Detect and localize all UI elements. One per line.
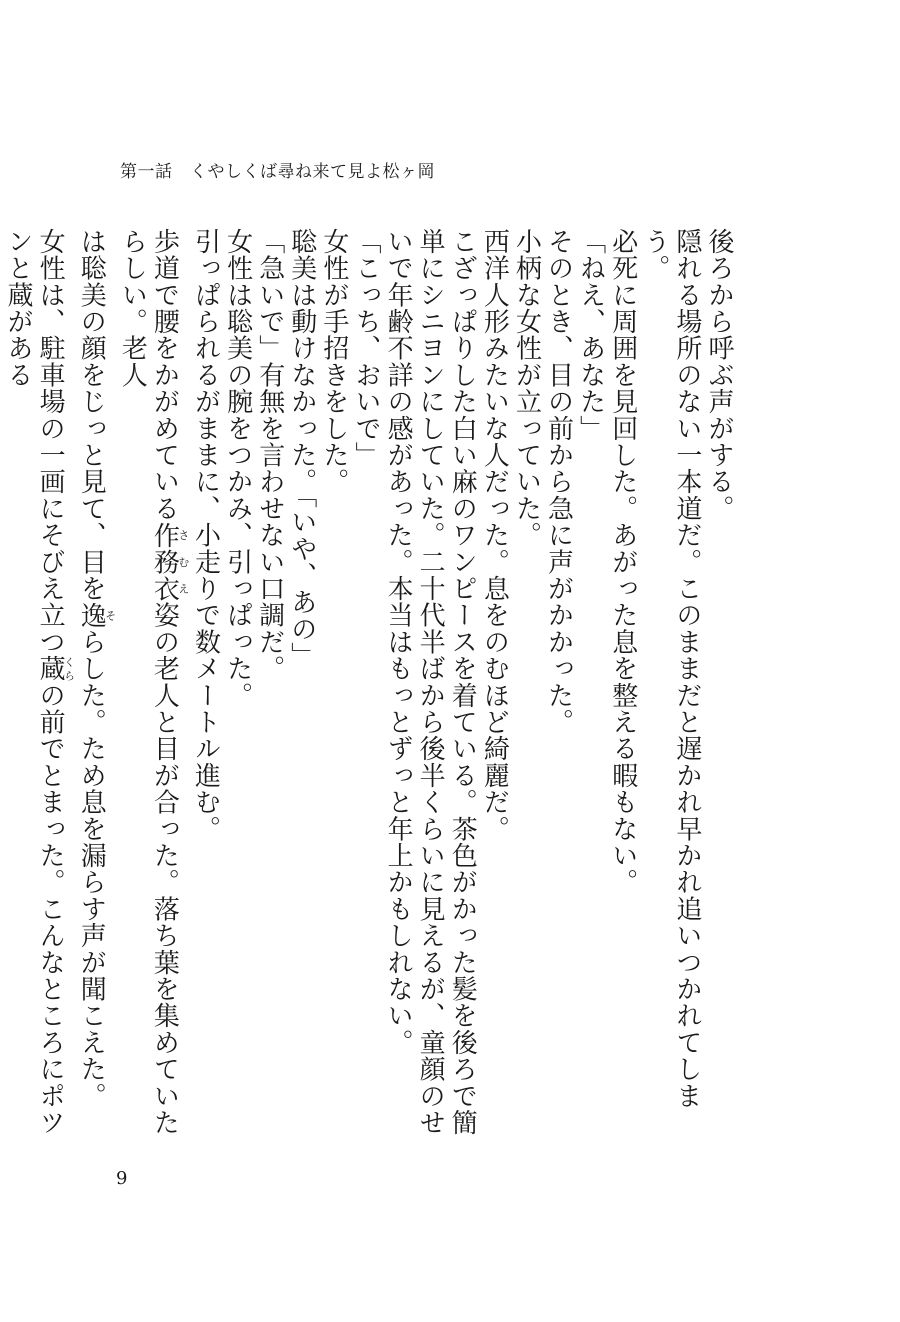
ruby-reading: くら <box>62 655 76 682</box>
ruby-annotation <box>149 521 190 602</box>
paragraph-with-ruby <box>116 228 189 1148</box>
paragraph-text: は聡美の顔をじっと見て、目を <box>76 228 107 602</box>
running-header-chapter-title: 第一話 くやしくば尋ね来て見よ松ヶ岡 <box>120 162 435 182</box>
paragraph: 西洋人形みたいな人だった。息をのむほど綺麗だ。 <box>479 228 510 843</box>
paragraph: 引っぱられるがままに、小走りで数メートル進む。 <box>190 228 221 843</box>
paragraph-with-ruby <box>2 228 75 1148</box>
paragraph: そのとき、目の前から急に声がかかった。 <box>543 228 574 736</box>
paragraph: 必死に周囲を見回した。あがった息を整える暇もない。 <box>607 228 638 896</box>
paragraph: 女性が手招きをした。 <box>318 228 349 495</box>
paragraph: 小柄な女性が立っていた。 <box>511 228 542 549</box>
paragraph-with-ruby <box>75 228 116 1148</box>
vertical-body-text <box>3 228 735 1148</box>
paragraph: 女性は聡美の腕をつかみ、引っぱった。 <box>222 228 253 709</box>
paragraph-text: 歩道で腰をかがめている <box>149 228 180 522</box>
ruby-base: 蔵 <box>35 655 66 682</box>
paragraph-text: 姿の老人と目が合った。落ち葉を集めていたらしい。老人 <box>117 228 180 1136</box>
paragraph: 「急いで」有無を言わせない口調だ。 <box>254 228 285 682</box>
paragraph: こざっぱりした白い麻のワンピースを着ている。茶色がかった髪を後ろで簡単にシニヨンにしていた。二十代半ばから後半くらいに見えるが、童顔のせいで年齢不詳の感があった。本当はもっとずっと年上かもしれない。 <box>383 228 478 1136</box>
ruby-base: 作務衣 <box>149 521 180 602</box>
paragraph-text: 女性は、駐車場の一画にそびえ立つ <box>35 228 66 656</box>
page-number: 9 <box>116 1168 128 1189</box>
ruby-annotation <box>76 601 117 629</box>
paragraph: 「こっち、おいで」 <box>350 228 381 469</box>
paragraph: 後ろから呼ぶ声がする。 <box>704 228 734 522</box>
ruby-annotation <box>35 655 76 682</box>
paragraph-text: の前でとまった。こんなところにポツンと蔵がある <box>3 228 66 1136</box>
ruby-reading: さむえ <box>176 521 190 602</box>
paragraph: 「ねえ、あなた」 <box>575 228 606 442</box>
paragraph: 聡美は動けなかった。「いや、あの」 <box>286 228 317 669</box>
ruby-reading: そ <box>103 601 117 629</box>
paragraph-text: らした。ため息を漏らす声が聞こえた。 <box>76 628 107 1110</box>
ruby-base: 逸 <box>76 601 107 629</box>
paragraph: 隠れる場所のない一本道だ。このままだと遅かれ早かれ追いつかれてしまう。 <box>639 228 702 1110</box>
